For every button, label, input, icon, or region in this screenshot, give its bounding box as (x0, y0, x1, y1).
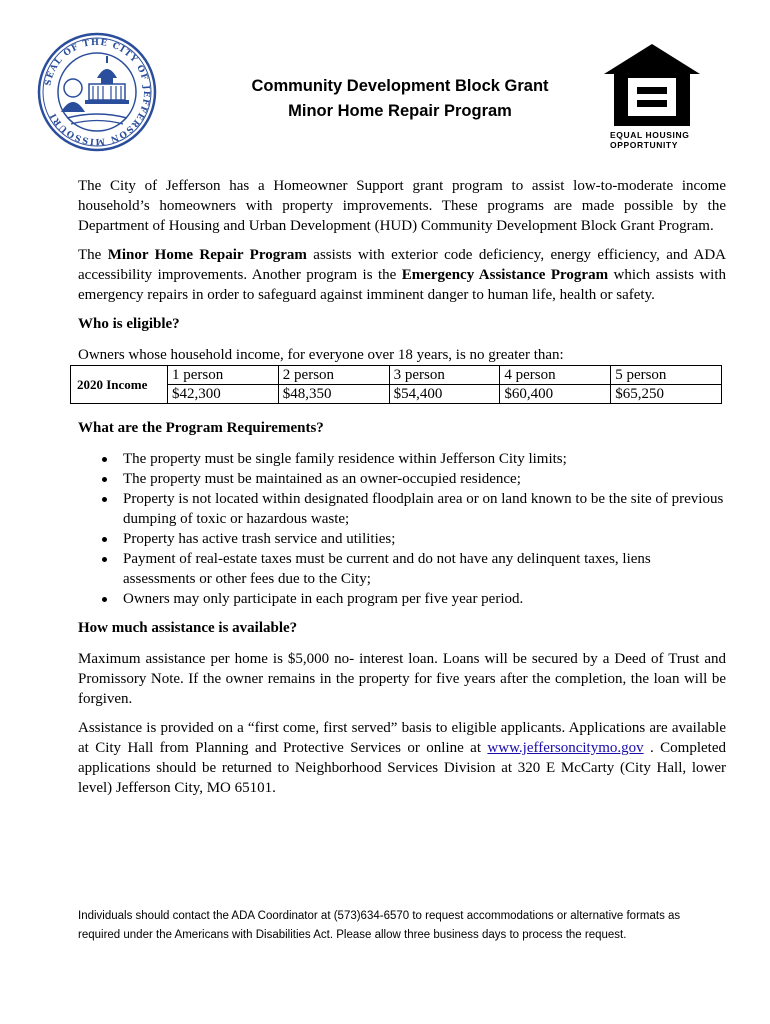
household-size-4: 4 person (500, 366, 611, 385)
list-item: Payment of real-estate taxes must be current and do not have any delinquent taxes, liens assessments or other fees due to the City; (123, 549, 726, 589)
list-item: The property must be maintained as an owner-occupied residence; (123, 469, 726, 489)
assistance-heading: How much assistance is available? (78, 620, 298, 636)
equal-housing-line-2: OPPORTUNITY (610, 140, 678, 150)
application-text-pre: Assistance is provided on a “first come, first served” basis to eligible applicants. Applications are available at City Hall from Planning and Protective Services or online at (78, 720, 726, 756)
income-limit-5: $65,250 (611, 385, 722, 404)
income-row-label: 2020 Income (71, 366, 168, 404)
eligibility-text: Owners whose household income, for everyone over 18 years, is no greater than: (78, 347, 564, 363)
eligibility-heading: Who is eligible? (78, 316, 180, 332)
equal-housing-line-1: EQUAL HOUSING (610, 130, 690, 140)
title-line-2: Minor Home Repair Program (288, 102, 512, 120)
application-paragraph (78, 718, 726, 798)
list-item: The property must be single family residence within Jefferson City limits; (123, 449, 726, 469)
equal-housing-house-icon (604, 44, 700, 126)
income-limits-table (70, 365, 722, 404)
intro-paragraph: The City of Jefferson has a Homeowner Support grant program to assist low-to-moderate income household’s homeowners with property improvements. These programs are made possible by the Department of Housing and Urban Development (HUD) Community Development Block Grant Program. (78, 178, 726, 234)
title-line-1: Community Development Block Grant (251, 77, 549, 95)
programs-text-pre: The (78, 247, 108, 263)
programs-text-mid: assists with exterior code deficiency, energy efficiency, and ADA accessibility improvements. Another program is the (78, 247, 727, 283)
household-size-row (71, 366, 722, 385)
income-limit-4: $60,400 (500, 385, 611, 404)
city-website-link[interactable]: www.jeffersoncitymo.gov (487, 740, 644, 756)
programs-paragraph (78, 245, 726, 305)
ada-footer-note: Individuals should contact the ADA Coordinator at (573)634-6570 to request accommodations or alternative formats as required under the Americans with Disabilities Act. Please allow three business days to process the request. (78, 910, 681, 941)
equal-housing-opportunity-logo (600, 44, 704, 150)
document-title (200, 74, 600, 124)
city-seal-logo (37, 30, 157, 154)
income-limit-3: $54,400 (389, 385, 500, 404)
application-text-post: . Completed applications should be returned to Neighborhood Services Division at 320 E McCarty (City Hall, lower level) Jefferson City, MO 65101. (78, 740, 726, 796)
list-item: Property has active trash service and utilities; (123, 529, 726, 549)
household-size-1: 1 person (168, 366, 279, 385)
seal-text: SEAL OF THE CITY OF JEFFERSON MISSOURI (43, 37, 152, 147)
income-limit-row (71, 385, 722, 404)
requirements-heading: What are the Program Requirements? (78, 420, 324, 436)
minor-home-repair-program-name: Minor Home Repair Program (107, 247, 307, 263)
income-limit-2: $48,350 (278, 385, 389, 404)
document-body (78, 176, 726, 798)
list-item: Property is not located within designated floodplain area or on land known to be the site of previous dumping of toxic or hazardous waste; (123, 489, 726, 529)
programs-text-post: which assists with emergency repairs in order to safeguard against imminent danger to human life, health or safety. (78, 267, 727, 303)
income-limit-1: $42,300 (168, 385, 279, 404)
list-item: Owners may only participate in each program per five year period. (123, 589, 726, 609)
requirements-list (78, 449, 726, 609)
household-size-2: 2 person (278, 366, 389, 385)
household-size-5: 5 person (611, 366, 722, 385)
emergency-assistance-program-name: Emergency Assistance Program (401, 267, 609, 283)
household-size-3: 3 person (389, 366, 500, 385)
assistance-paragraph: Maximum assistance per home is $5,000 no- interest loan. Loans will be secured by a Deed of Trust and Promissory Note. If the owner remains in the property for five years after the completion, the loan will be forgiven. (78, 651, 726, 707)
